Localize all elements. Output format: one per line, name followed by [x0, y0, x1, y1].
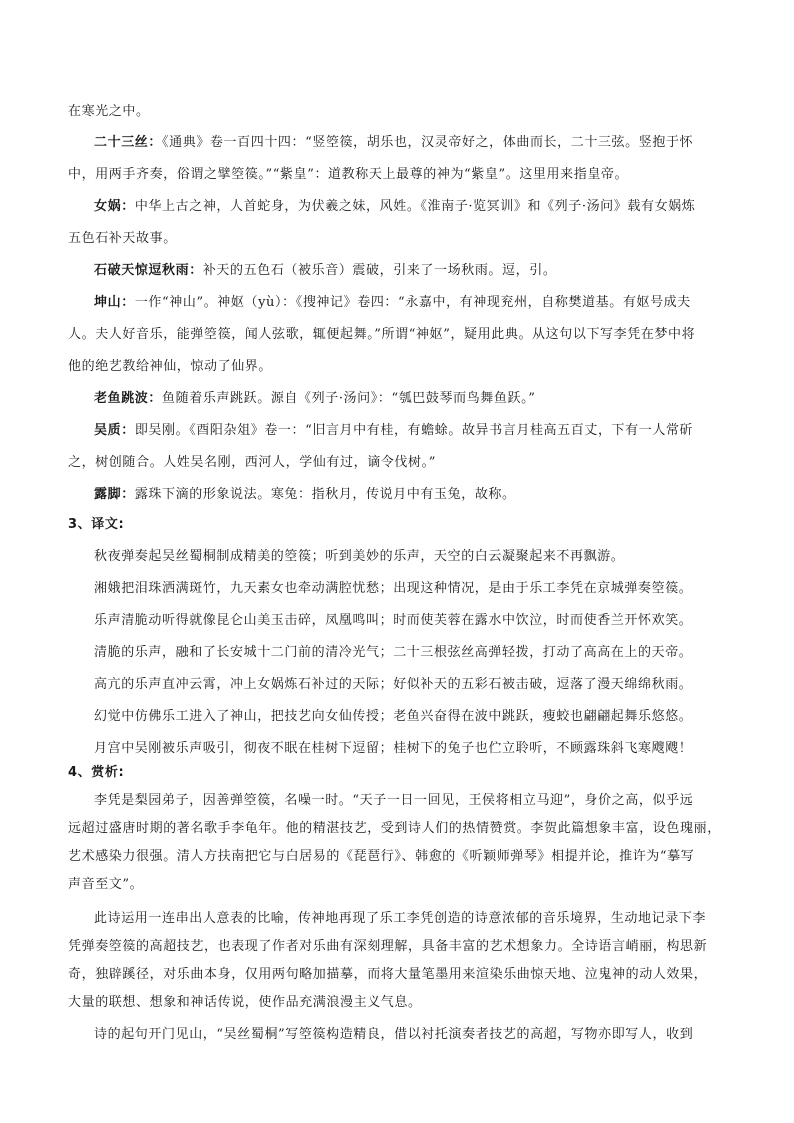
- paragraph-line: 此诗运用一连串出人意表的比喻，传神地再现了乐工李凭创造的诗意浓郁的音乐境界，生动地记录下李: [94, 911, 707, 926]
- note-twenty-three-strings: 二十三丝：《通典》卷一百四十四：“竖箜篌，胡乐也，汉灵帝好之，体曲而长，二十三弦。竖抱于怀: [94, 135, 694, 150]
- text-line: 之，树创随合。人姓吴名刚，西河人，学仙有过，谪令伐树。”: [68, 455, 436, 470]
- translation-line: 高亢的乐声直冲云霄，冲上女娲炼石补过的天际；好似补天的五彩石被击破，逗落了漫天绵绵秋雨。: [94, 677, 693, 692]
- text-line: 中，用两手齐奏，俗谓之擘箜篌。”“紫皇”：道教称天上最尊的神为“紫皇”。这里用来指皇帝。: [68, 167, 629, 182]
- text-line: 在寒光之中。: [68, 104, 150, 119]
- paragraph-line: 李凭是梨园弟子，因善弹箜篌，名噪一时。“天子一日一回见，王侯将相立马迎”，身价之高，似乎远: [94, 793, 694, 808]
- paragraph-line: 远超过盛唐时期的著名歌手李龟年。他的精湛技艺，受到诗人们的热情赞赏。李贺此篇想象丰富，设色瑰丽，: [68, 821, 721, 836]
- translation-line: 秋夜弹奏起吴丝蜀桐制成精美的箜篌；听到美妙的乐声，天空的白云凝聚起来不再飘游。: [94, 549, 625, 564]
- text-line: 人。夫人好音乐，能弹箜篌，闻人弦歌，辄便起舞。”所谓“神妪”，疑用此典。从这句以下写李凭在梦中将: [68, 327, 696, 342]
- note-term: 露脚：: [94, 487, 135, 502]
- paragraph-line: 奇，独辟蹊径，对乐曲本身，仅用两句略加描摹，而将大量笔墨用来渲染乐曲惊天地、泣鬼神的动人效果，: [68, 967, 708, 982]
- note-term: 坤山：: [94, 295, 135, 310]
- note-dew-feet: 露脚：露珠下滴的形象说法。寒兔：指秋月，传说月中有玉兔，故称。: [94, 487, 516, 502]
- translation-line: 乐声清脆动听得就像昆仑山美玉击碎，凤凰鸣叫；时而使芙蓉在露水中饮泣，时而使香兰开怀欢笑。: [94, 613, 693, 628]
- note-stone-breaking: 石破天惊逗秋雨：补天的五色石（被乐音）震破，引来了一场秋雨。逗，引。: [94, 263, 557, 278]
- note-old-fish: 老鱼跳波：鱼随着乐声跳跃。源自《列子·汤问》：“瓠巴鼓琴而鸟舞鱼跃。”: [94, 391, 536, 406]
- note-term: 老鱼跳波：: [94, 391, 163, 406]
- section-heading-appreciation: 4、赏析:: [68, 765, 125, 780]
- note-term: 二十三丝：: [94, 135, 163, 150]
- paragraph-line: 凭弹奏箜篌的高超技艺，也表现了作者对乐曲有深刻理解，具备丰富的艺术想象力。全诗语言峭丽，构思新: [68, 939, 708, 954]
- translation-line: 湘娥把泪珠洒满斑竹，九天素女也牵动满腔忧愁；出现这种情况，是由于乐工李凭在京城弹奏箜篌。: [94, 581, 693, 596]
- paragraph-line: 大量的联想、想象和神话传说，使作品充满浪漫主义气息。: [68, 995, 422, 1010]
- text-line: 他的绝艺教给神仙，惊动了仙界。: [68, 359, 273, 374]
- note-term: 吴质：: [94, 423, 135, 438]
- translation-line: 幻觉中仿佛乐工进入了神山，把技艺向女仙传授；老鱼兴奋得在波中跳跃，瘦蛟也翩翩起舞乐悠悠。: [94, 709, 693, 724]
- note-term: 女娲：: [94, 199, 135, 214]
- paragraph-line: 声音至文”。: [68, 877, 144, 892]
- note-nuwa: 女娲：中华上古之神，人首蛇身，为伏羲之妹，风姓。《淮南子·览冥训》和《列子·汤问》载有女娲炼: [94, 199, 696, 214]
- note-kunshan: 坤山：一作“神山”。神妪（yù）：《搜神记》卷四：“永嘉中，有神现兖州，自称樊道基。有妪号成夫: [94, 295, 691, 310]
- paragraph-line: 艺术感染力很强。清人方扶南把它与白居易的《琵琶行》、韩愈的《听颖师弹琴》相提并论，推许为“摹写: [68, 849, 695, 864]
- paragraph-line: 诗的起句开门见山，“吴丝蜀桐”写箜篌构造精良，借以衬托演奏者技艺的高超，写物亦即写人，收到: [94, 1027, 694, 1042]
- translation-line: 清脆的乐声，融和了长安城十二门前的清冷光气；二十三根弦丝高弹轻拨，打动了高高在上的天帝。: [94, 645, 693, 660]
- note-wu-zhi: 吴质：即吴刚。《酉阳杂俎》卷一：“旧言月中有桂，有蟾蜍。故异书言月桂高五百丈，下有一人常斫: [94, 423, 694, 438]
- note-term: 石破天惊逗秋雨：: [94, 263, 203, 278]
- text-line: 五色石补天故事。: [68, 231, 177, 246]
- translation-line: 月宫中吴刚被乐声吸引，彻夜不眠在桂树下逗留；桂树下的兔子也伫立聆听，不顾露珠斜飞寒飕飕！: [94, 741, 693, 756]
- section-heading-translation: 3、译文:: [68, 517, 125, 532]
